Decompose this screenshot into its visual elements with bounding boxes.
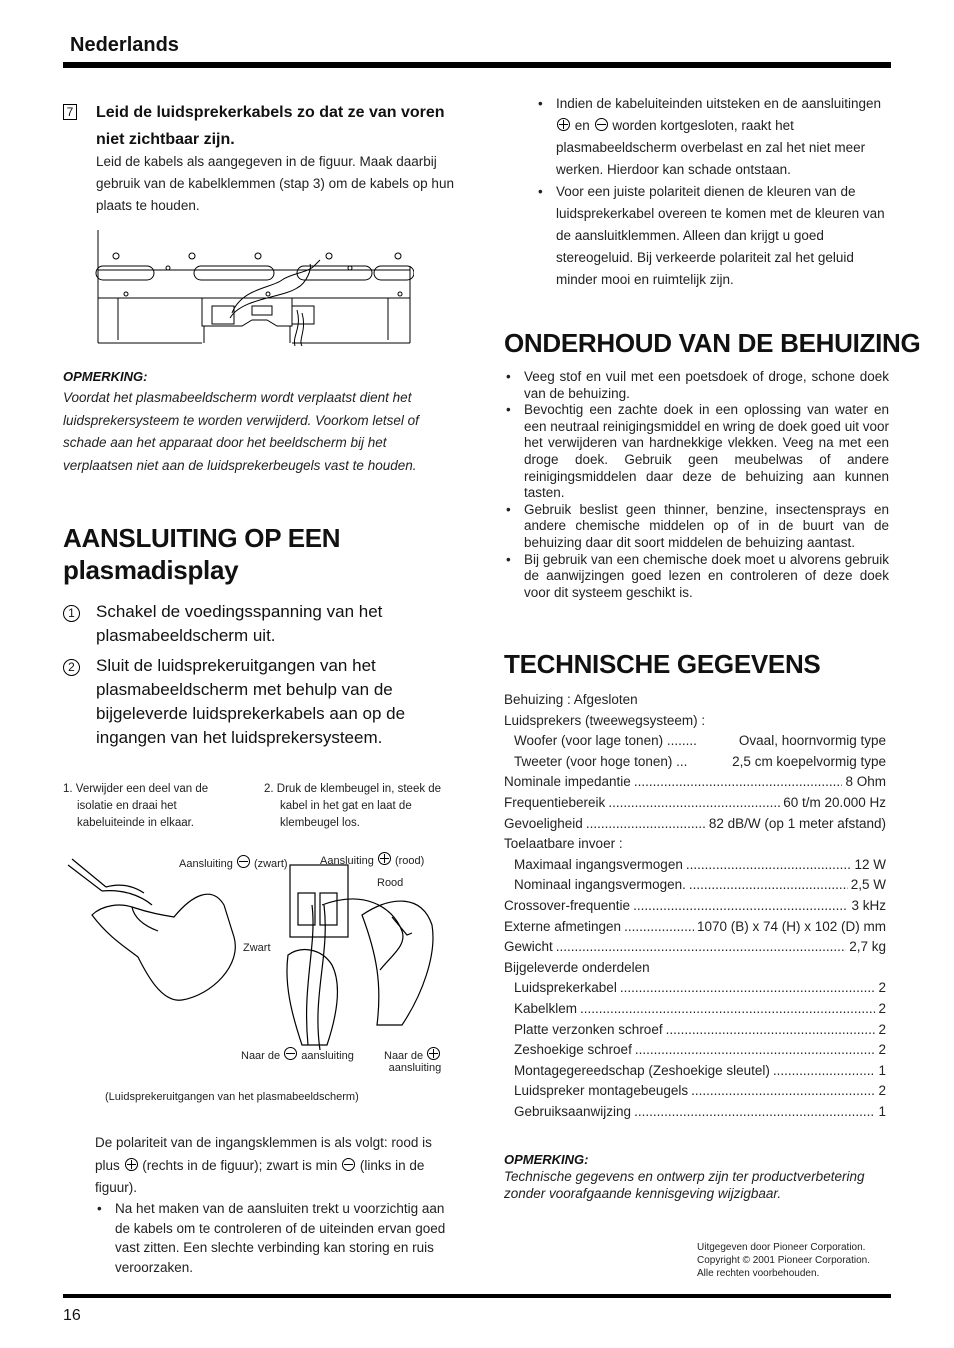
connection-step-2: 2 Sluit de luidsprekeruitgangen van het plasmabeeldscherm met behulp van de bijgeleverde luidsprekerkabels aan op de ingangen van het luidsprekersysteem. bbox=[63, 654, 458, 750]
spec-leader-dots bbox=[634, 1102, 875, 1123]
note-body: Voordat het plasmabeeldscherm wordt verplaatst dient het luidsprekersysteem te worden verwijderd. Voorkom letsel of schade aan het apparaat door het beeldscherm bij het verplaatsen niet aan de luidsprekerbeugels vast te houden. bbox=[63, 390, 419, 473]
spec-leader-dots bbox=[689, 875, 848, 896]
spec-key: Zeshoekige schroef bbox=[514, 1042, 632, 1058]
spec-key: Behuizing : Afgesloten bbox=[504, 692, 638, 707]
spec-key: Gebruiksaanwijzing bbox=[514, 1103, 632, 1119]
connection-steps bbox=[63, 600, 458, 750]
spec-row bbox=[504, 1081, 886, 1102]
spec-leader-dots bbox=[634, 772, 843, 793]
footer-rule bbox=[63, 1294, 891, 1298]
label-red: Rood bbox=[377, 877, 404, 889]
spec-value: 2 bbox=[878, 1083, 886, 1099]
spec-key: Woofer (voor lage tonen) ........ bbox=[514, 733, 697, 749]
list-item: • Bij gebruik van een chemische doek moet u alvorens gebruik de aanwijzingen goed lezen en controleren of deze doek voor dit systeem geschikt is. bbox=[504, 552, 889, 602]
header-rule bbox=[63, 62, 891, 68]
spec-row bbox=[504, 772, 886, 793]
spec-key: Bijgeleverde onderdelen bbox=[504, 959, 650, 975]
spec-value: 1070 (B) x 74 (H) x 102 (D) mm bbox=[696, 918, 886, 934]
section-title-specs: TECHNISCHE GEGEVENS bbox=[504, 649, 821, 679]
section-title-connection: AANSLUITING OP EEN plasmadisplay bbox=[63, 523, 341, 585]
spec-value: 2 bbox=[878, 1042, 886, 1058]
spec-key: Luidsprekers (tweewegsysteem) : bbox=[504, 712, 706, 728]
spec-leader-dots bbox=[624, 917, 694, 938]
spec-key: Gewicht bbox=[504, 939, 553, 955]
spec-key: Luidsprekerkabel bbox=[514, 980, 617, 996]
connection-bullet-list bbox=[95, 1199, 457, 1277]
spec-value: 8 Ohm bbox=[845, 774, 886, 790]
spec-leader-dots bbox=[686, 855, 852, 876]
spec-key: Externe afmetingen bbox=[504, 918, 622, 934]
spec-key: Nominaal ingangsvermogen. bbox=[514, 877, 686, 893]
spec-value: 60 t/m 20.000 Hz bbox=[783, 794, 886, 810]
label-to-minus: Naar de aansluiting bbox=[241, 1047, 354, 1062]
plus-icon bbox=[125, 1158, 138, 1171]
section-language-header: Nederlands bbox=[70, 34, 179, 56]
list-item: • Gebruik beslist geen thinner, benzine, insectensprays en andere chemische middelen op of in de buurt van de behuizing daar dit soort middelen de behuizing aantast. bbox=[504, 502, 889, 552]
spec-leader-dots bbox=[556, 937, 846, 958]
label-to-plus: Naar de aansluiting bbox=[384, 1047, 441, 1074]
figure-caption-1: 1. Verwijder een deel van de isolatie en draai het kabeluiteinde in elkaar. bbox=[63, 783, 209, 829]
spec-row bbox=[504, 731, 886, 752]
spec-row bbox=[504, 834, 886, 855]
minus-icon bbox=[595, 118, 608, 131]
step-7-number: 7 bbox=[63, 103, 77, 121]
spec-value: 2,5 W bbox=[850, 877, 886, 893]
spec-key: Toelaatbare invoer : bbox=[504, 836, 623, 852]
figure-caption-2: 2. Druk de klembeugel in, steek de kabel in het gat en laat de klembeugel los. bbox=[264, 783, 442, 829]
minus-icon bbox=[284, 1047, 297, 1060]
list-item: • Bevochtig een zachte doek in een oplossing van water en een neutraal reinigingsmiddel en wring de doek goed uit voor het verwijderen van hardnekkige vlekken. Veeg na met een droge doek. Gebruik geen meubelwas of andere reinigingsmiddelen daar deze de behuizing aan kunnen tasten. bbox=[504, 402, 889, 502]
spec-row bbox=[504, 1102, 886, 1123]
plus-icon bbox=[427, 1047, 440, 1060]
specs-table bbox=[504, 690, 886, 1122]
spec-leader-dots bbox=[633, 896, 848, 917]
connection-step-1: 1 Schakel de voedingsspanning van het plasmabeeldscherm uit. bbox=[63, 600, 458, 648]
minus-icon bbox=[342, 1158, 355, 1171]
spec-leader-dots bbox=[608, 793, 780, 814]
colophon: Uitgegeven door Pioneer Corporation. Copyright © 2001 Pioneer Corporation. Alle rechten voorbehouden. bbox=[697, 1242, 871, 1279]
spec-key: Gevoeligheid bbox=[504, 815, 583, 831]
list-item: • Indien de kabeluiteinden uitsteken en de aansluitingen en worden kortgesloten, raakt het plasmabeeldscherm overbelast en zal het niet meer werken. Hierdoor kan schade ontstaan. bbox=[536, 93, 892, 181]
spec-leader-dots bbox=[580, 999, 875, 1020]
spec-leader-dots bbox=[635, 1040, 876, 1061]
spec-value: Ovaal, hoornvormig type bbox=[738, 733, 886, 749]
spec-row bbox=[504, 1020, 886, 1041]
spec-key: Kabelklem bbox=[514, 1000, 578, 1016]
spec-key: Frequentiebereik bbox=[504, 794, 606, 810]
spec-row bbox=[504, 978, 886, 999]
step-7-body: Leid de kabels als aangegeven in de figuur. Maak daarbij gebruik van de kabelklemmen (stap 3) om de kabels op hun plaats te houden. bbox=[96, 154, 454, 213]
plus-icon bbox=[557, 118, 570, 131]
specs-note-heading: OPMERKING: bbox=[504, 1152, 589, 1167]
spec-leader-dots bbox=[691, 1081, 875, 1102]
spec-row bbox=[504, 1040, 886, 1061]
cable-routing-figure bbox=[92, 228, 414, 346]
spec-row bbox=[504, 958, 886, 979]
note-heading: OPMERKING: bbox=[63, 369, 148, 384]
spec-leader-dots bbox=[666, 1020, 876, 1041]
spec-key: Crossover-frequentie bbox=[504, 897, 631, 913]
spec-row bbox=[504, 896, 886, 917]
spec-row bbox=[504, 917, 886, 938]
spec-key: Maximaal ingangsvermogen bbox=[514, 856, 683, 872]
warning-bullet-list bbox=[536, 93, 892, 291]
figure-caption-outputs: (Luidsprekeruitgangen van het plasmabeeldscherm) bbox=[105, 1091, 359, 1103]
list-item: • Veeg stof en vuil met een poetsdoek of droge, schone doek van de behuizing. bbox=[504, 369, 889, 402]
minus-icon bbox=[237, 855, 250, 868]
label-black: Zwart bbox=[243, 942, 271, 954]
step-7-title: Leid de luidsprekerkabels zo dat ze van voren niet zichtbaar zijn. bbox=[96, 104, 445, 148]
spec-leader-dots bbox=[620, 978, 876, 999]
spec-value: 1 bbox=[878, 1103, 886, 1119]
spec-row bbox=[504, 855, 886, 876]
spec-value: 2,7 kg bbox=[849, 939, 886, 955]
label-minus-terminal: Aansluiting (zwart) bbox=[179, 855, 288, 870]
spec-value: 3 kHz bbox=[851, 897, 886, 913]
polarity-paragraph: De polariteit van de ingangsklemmen is als volgt: rood is plus (rechts in de figuur); zwart is min (links in de figuur). bbox=[95, 1135, 432, 1195]
spec-value: 2 bbox=[878, 1000, 886, 1016]
spec-row bbox=[504, 875, 886, 896]
spec-row bbox=[504, 1061, 886, 1082]
spec-value: 1 bbox=[878, 1062, 886, 1078]
section-title-maintenance: ONDERHOUD VAN DE BEHUIZING bbox=[504, 328, 921, 358]
spec-row bbox=[504, 752, 886, 773]
spec-value: 2,5 cm koepelvormig type bbox=[732, 753, 886, 769]
maintenance-bullet-list bbox=[504, 369, 889, 601]
spec-row bbox=[504, 814, 886, 835]
spec-row bbox=[504, 711, 886, 732]
spec-key: Luidspreker montagebeugels bbox=[514, 1083, 689, 1099]
spec-value: 12 W bbox=[854, 856, 886, 872]
label-plus-terminal: Aansluiting (rood) bbox=[320, 852, 424, 867]
plus-icon bbox=[378, 852, 391, 865]
spec-leader-dots bbox=[773, 1061, 876, 1082]
spec-leader-dots bbox=[586, 814, 706, 835]
spec-key: Montagegereedschap (Zeshoekige sleutel) bbox=[514, 1062, 770, 1078]
spec-key: Tweeter (voor hoge tonen) ... bbox=[514, 753, 688, 769]
spec-value: 2 bbox=[878, 980, 886, 996]
specs-note-body: Technische gegevens en ontwerp zijn ter productverbetering zonder voorafgaande kennisgeving wijzigbaar. bbox=[504, 1169, 865, 1201]
list-item: • Voor een juiste polariteit dienen de kleuren van de luidsprekerkabel overeen te komen met de kleuren van de aansluitklemmen. Alleen dan krijgt u goed stereogeluid. Bij verkeerde polariteit zal het geluid minder mooi en ruimtelijk zijn. bbox=[536, 181, 892, 291]
spec-value: 2 bbox=[878, 1021, 886, 1037]
page-number: 16 bbox=[63, 1307, 81, 1324]
spec-key: Nominale impedantie bbox=[504, 774, 631, 790]
spec-value: 82 dB/W (op 1 meter afstand) bbox=[708, 815, 886, 831]
spec-key: Platte verzonken schroef bbox=[514, 1021, 663, 1037]
spec-row bbox=[504, 690, 886, 711]
spec-row bbox=[504, 793, 886, 814]
spec-row bbox=[504, 999, 886, 1020]
spec-row bbox=[504, 937, 886, 958]
list-item: • Na het maken van de aansluiten trekt u voorzichtig aan de kabels om te controleren of de uiteinden ervan goed vast zitten. Een slechte verbinding kan storing en ruis veroorzaken. bbox=[95, 1199, 457, 1277]
